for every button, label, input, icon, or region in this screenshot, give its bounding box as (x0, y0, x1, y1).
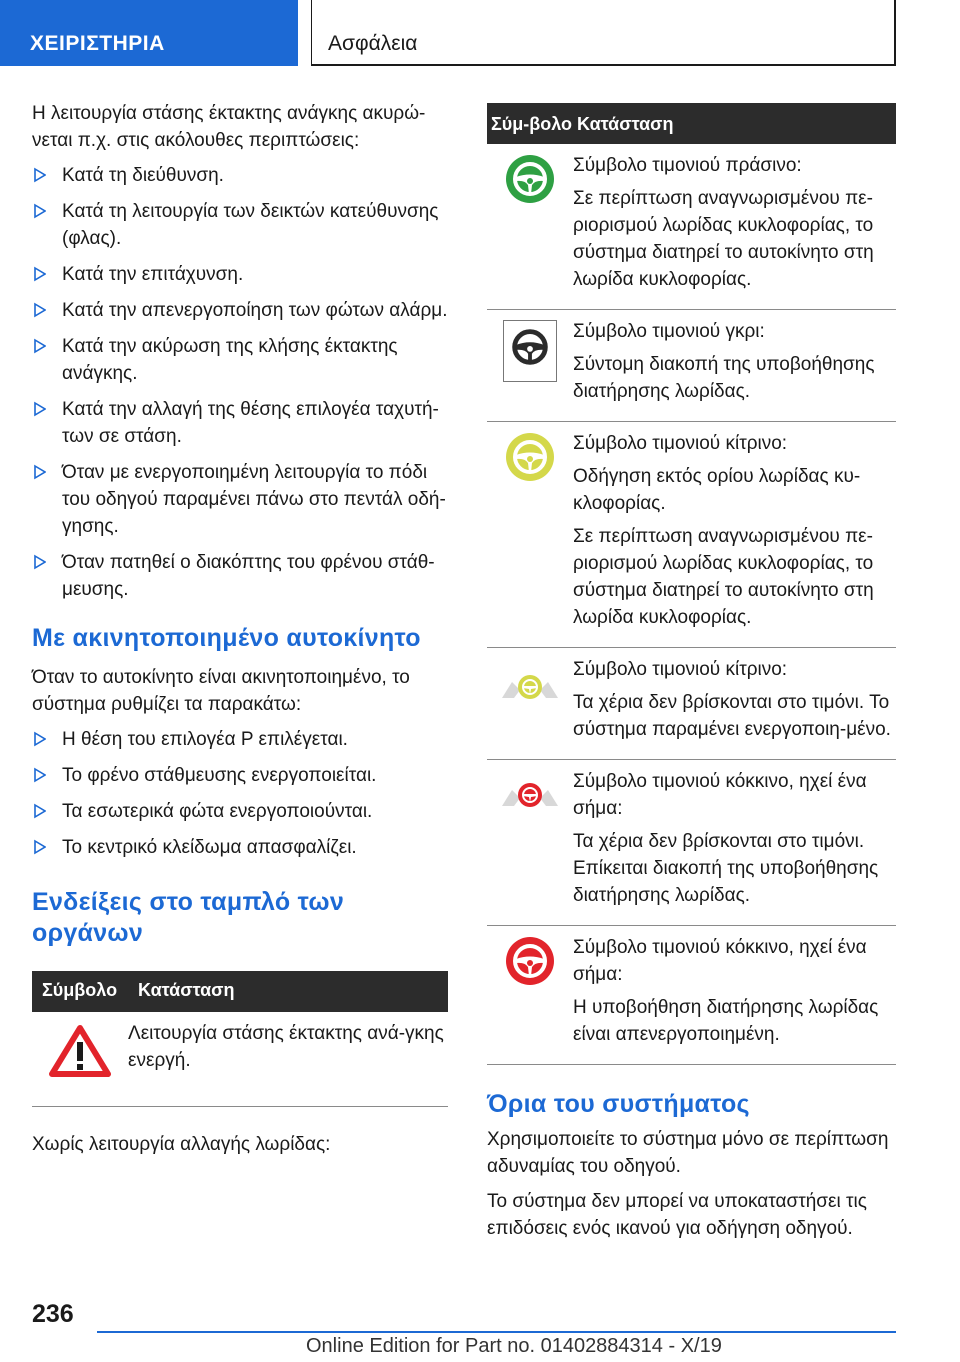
state-text: Σύμβολο τιμονιού γκρι: Σύντομη διακοπή της υποβοήθησης διατήρησης λωρίδας. (573, 310, 896, 422)
list-item: Η θέση του επιλογέα P επιλέγεται. (32, 726, 448, 753)
warning-triangle-icon (48, 1024, 112, 1078)
steering-wheel-yellow-icon (505, 432, 555, 482)
footer-divider (97, 1331, 896, 1333)
table-row (487, 760, 896, 926)
bullet-triangle-icon (34, 399, 46, 419)
bullet-triangle-icon (34, 264, 46, 284)
after-table-text: Χωρίς λειτουργία αλλαγής λωρίδας: (32, 1134, 331, 1155)
indicator-table (32, 971, 448, 1107)
list-item: Όταν πατηθεί ο διακόπτης του φρένου στάθ-μευσης. (32, 549, 448, 603)
bullet-triangle-icon (34, 336, 46, 356)
table-row (487, 144, 896, 310)
bullet-triangle-icon (34, 837, 46, 857)
chapter-tab: ΧΕΙΡΙΣΤΗΡΙΑ (0, 0, 298, 66)
heading-indicators: Ενδείξεις στο ταμπλό των οργάνων (32, 888, 345, 947)
bullet-triangle-icon (34, 165, 46, 185)
steering-wheel-gray-icon (506, 323, 554, 371)
limits-paragraph-2: Το σύστημα δεν μπορεί να υποκαταστήσει τις επιδόσεις ενός ικανού για οδήγηση οδηγού. (487, 1191, 867, 1239)
bullet-triangle-icon (34, 201, 46, 221)
list-item: Το φρένο στάθμευσης ενεργοποιείται. (32, 762, 448, 789)
bullet-triangle-icon (34, 462, 46, 482)
section-title: Ασφάλεια (311, 0, 896, 66)
steering-wheel-hands-yellow-icon (500, 668, 560, 704)
table-row (32, 1012, 448, 1107)
col-symbol-header: Σύμβολο (32, 971, 128, 1012)
state-text: Σύμβολο τιμονιού κόκκινο, ηχεί ένα σήμα: Η υποβοήθηση διατήρησης λωρίδας είναι απενεργοποιημένη. (573, 926, 896, 1065)
list-item: Κατά την ακύρωση της κλήσης έκτακτης ανάγκης. (32, 333, 448, 387)
heading-stationary: Με ακινητοποιημένο αυτοκίνητο (32, 624, 421, 652)
bullet-triangle-icon (34, 801, 46, 821)
table-row (487, 310, 896, 422)
col-symbol-header: Σύμ-βολο (487, 103, 573, 144)
list-item: Κατά την αλλαγή της θέσης επιλογέα ταχυτή-των σε στάση. (32, 396, 448, 450)
list-item: Το κεντρικό κλείδωμα απασφαλίζει. (32, 834, 448, 861)
left-column (32, 100, 448, 1162)
icon-frame (503, 320, 557, 382)
cancel-conditions-list (32, 162, 448, 603)
col-state-header: Κατάσταση (128, 971, 448, 1012)
bullet-triangle-icon (34, 300, 46, 320)
table-row (487, 926, 896, 1065)
list-item: Τα εσωτερικά φώτα ενεργοποιούνται. (32, 798, 448, 825)
table-row (487, 648, 896, 760)
page-number: 236 (32, 1300, 74, 1328)
list-item: Κατά την επιτάχυνση. (32, 261, 448, 288)
col-state-header: Κατάσταση (573, 103, 896, 144)
list-item: Κατά τη διεύθυνση. (32, 162, 448, 189)
state-text: Σύμβολο τιμονιού κίτρινο: Τα χέρια δεν βρίσκονται στο τιμόνι. Το σύστημα παραμένει ενεργοποιη-μένο. (573, 648, 896, 760)
steering-wheel-green-icon (505, 154, 555, 204)
heading-system-limits: Όρια του συστήματος (487, 1090, 750, 1118)
stationary-list (32, 726, 448, 861)
edition-text: Online Edition for Part no. 01402884314 - X/19 (306, 1335, 722, 1357)
state-text: Σύμβολο τιμονιού πράσινο: Σε περίπτωση αναγνωρισμένου πε-ριορισμού λωρίδας κυκλοφορίας, το σύστημα διατηρεί το αυτοκίνητο στη λωρίδα κυκλοφορίας. (573, 144, 896, 310)
stationary-paragraph: Όταν το αυτοκίνητο είναι ακινητοποιημένο, το σύστημα ρυθμίζει τα παρακάτω: (32, 667, 410, 715)
right-column (487, 103, 896, 1246)
state-text: Σύμβολο τιμονιού κίτρινο: Οδήγηση εκτός ορίου λωρίδας κυ-κλοφορίας. Σε περίπτωση αναγνωρισμένου πε-ριορισμού λωρίδας κυκλοφορίας, το σύστημα διατηρεί το αυτοκίνητο στη λωρίδα κυκλοφορίας. (573, 422, 896, 648)
bullet-triangle-icon (34, 729, 46, 749)
bullet-triangle-icon (34, 552, 46, 572)
limits-paragraph-1: Χρησιμοποιείτε το σύστημα μόνο σε περίπτωση αδυναμίας του οδηγού. (487, 1129, 889, 1177)
steering-symbol-table (487, 103, 896, 1065)
list-item: Όταν με ενεργοποιημένη λειτουργία το πόδι του οδηγού παραμένει πάνω στο πεντάλ οδή-γησης. (32, 459, 448, 540)
bullet-triangle-icon (34, 765, 46, 785)
intro-paragraph: Η λειτουργία στάσης έκτακτης ανάγκης ακυρώ-νεται π.χ. στις ακόλουθες περιπτώσεις: (32, 103, 426, 151)
table-row (487, 422, 896, 648)
list-item: Κατά τη λειτουργία των δεικτών κατεύθυνσης (φλας). (32, 198, 448, 252)
steering-wheel-red-icon (505, 936, 555, 986)
state-text: Σύμβολο τιμονιού κόκκινο, ηχεί ένα σήμα: Τα χέρια δεν βρίσκονται στο τιμόνι. Επίκειται διακοπή της υποβοήθησης διατήρησης λωρίδας. (573, 760, 896, 926)
steering-wheel-hands-red-icon (500, 776, 560, 812)
list-item: Κατά την απενεργοποίηση των φώτων αλάρμ. (32, 297, 448, 324)
state-text: Λειτουργία στάσης έκτακτης ανά-γκης ενεργή. (128, 1012, 448, 1107)
